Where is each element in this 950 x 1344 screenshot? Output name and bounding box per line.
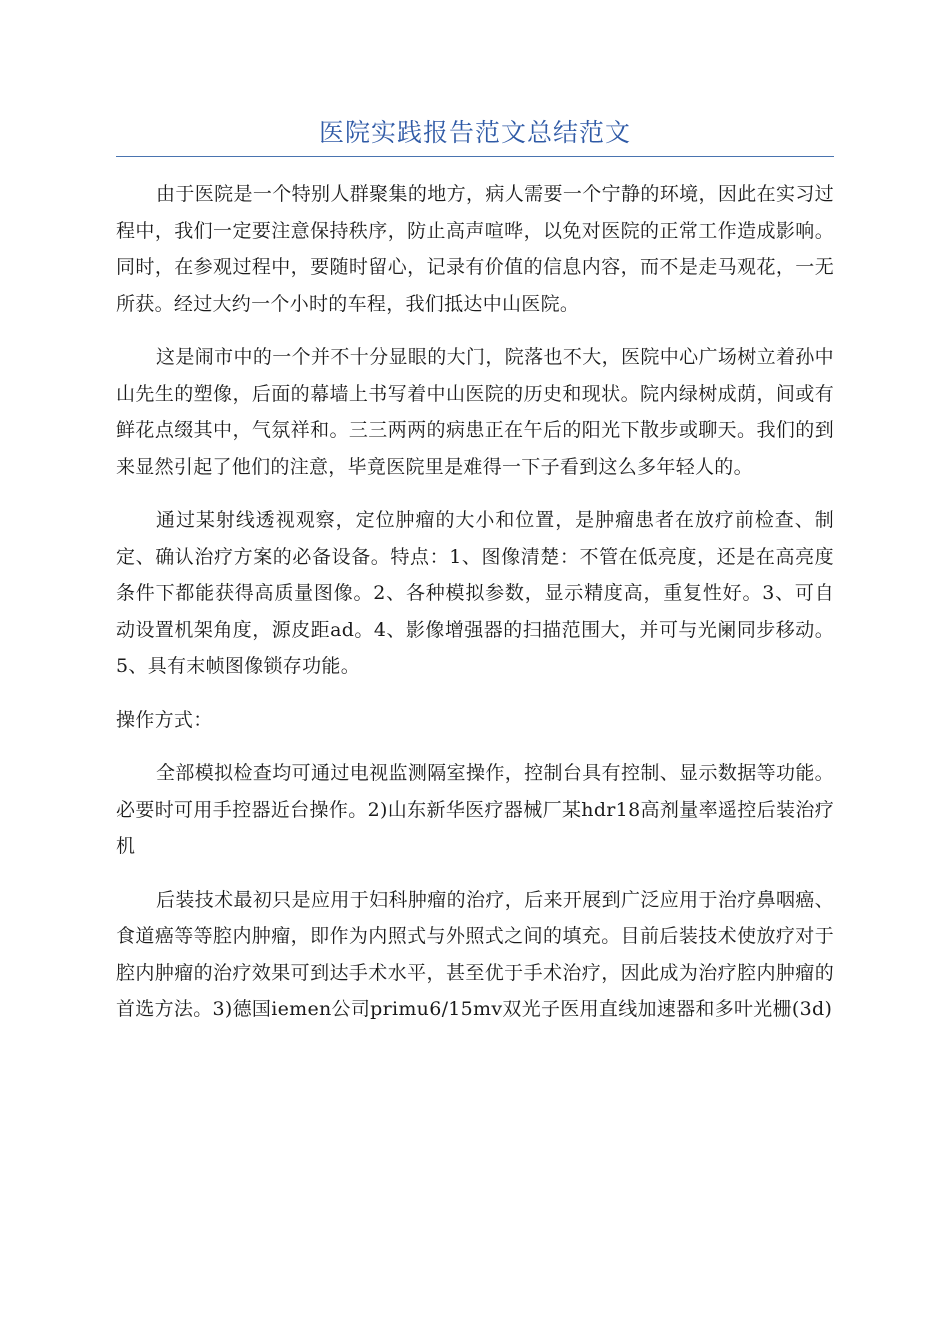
document-body <box>116 176 834 1045</box>
paragraph-operation-heading: 操作方式： <box>116 708 213 731</box>
paragraph-hospital-gate: 这是闹市中的一个并不十分显眼的大门，院落也不大，医院中心广场树立着孙中山先生的塑像，后面的幕墙上书写着中山医院的历史和现状。院内绿树成荫，间或有鲜花点缀其中，气氛祥和。三三两两的病患正在午后的阳光下散步或聊天。我们的到来显然引起了他们的注意，毕竟医院里是难得一下子看到这么多年轻人的。 <box>116 346 834 478</box>
title-block <box>116 112 834 157</box>
paragraph-operation-details: 全部模拟检查均可通过电视监测隔室操作，控制台具有控制、显示数据等功能。必要时可用手控器近台操作。2)山东新华医疗器械厂某hdr18高剂量率遥控后装治疗机 <box>116 762 834 857</box>
paragraph-afterloading-technique: 后装技术最初只是应用于妇科肿瘤的治疗，后来开展到广泛应用于治疗鼻咽癌、食道癌等等腔内肿瘤，即作为内照式与外照式之间的填充。目前后装技术使放疗对于腔内肿瘤的治疗效果可到达手术水平，甚至优于手术治疗，因此成为治疗腔内肿瘤的首选方法。3)德国iemen公司primu6/15mv双光子医用直线加速器和多叶光栅(3d) <box>116 888 834 1020</box>
paragraph-hospital-environment: 由于医院是一个特别人群聚集的地方，病人需要一个宁静的环境，因此在实习过程中，我们一定要注意保持秩序，防止高声喧哗，以免对医院的正常工作造成影响。同时，在参观过程中，要随时留心，记录有价值的信息内容，而不是走马观花，一无所获。经过大约一个小时的车程，我们抵达中山医院。 <box>116 183 834 315</box>
document-title: 医院实践报告范文总结范文 <box>318 118 631 147</box>
paragraph-simulator-features: 通过某射线透视观察，定位肿瘤的大小和位置，是肿瘤患者在放疗前检查、制定、确认治疗方案的必备设备。特点：1、图像清楚：不管在低亮度，还是在高亮度条件下都能获得高质量图像。2、各种模拟参数，显示精度高，重复性好。3、可自动设置机架角度，源皮距ad。4、影像增强器的扫描范围大，并可与光阑同步移动。5、具有末帧图像锁存功能。 <box>116 509 834 677</box>
